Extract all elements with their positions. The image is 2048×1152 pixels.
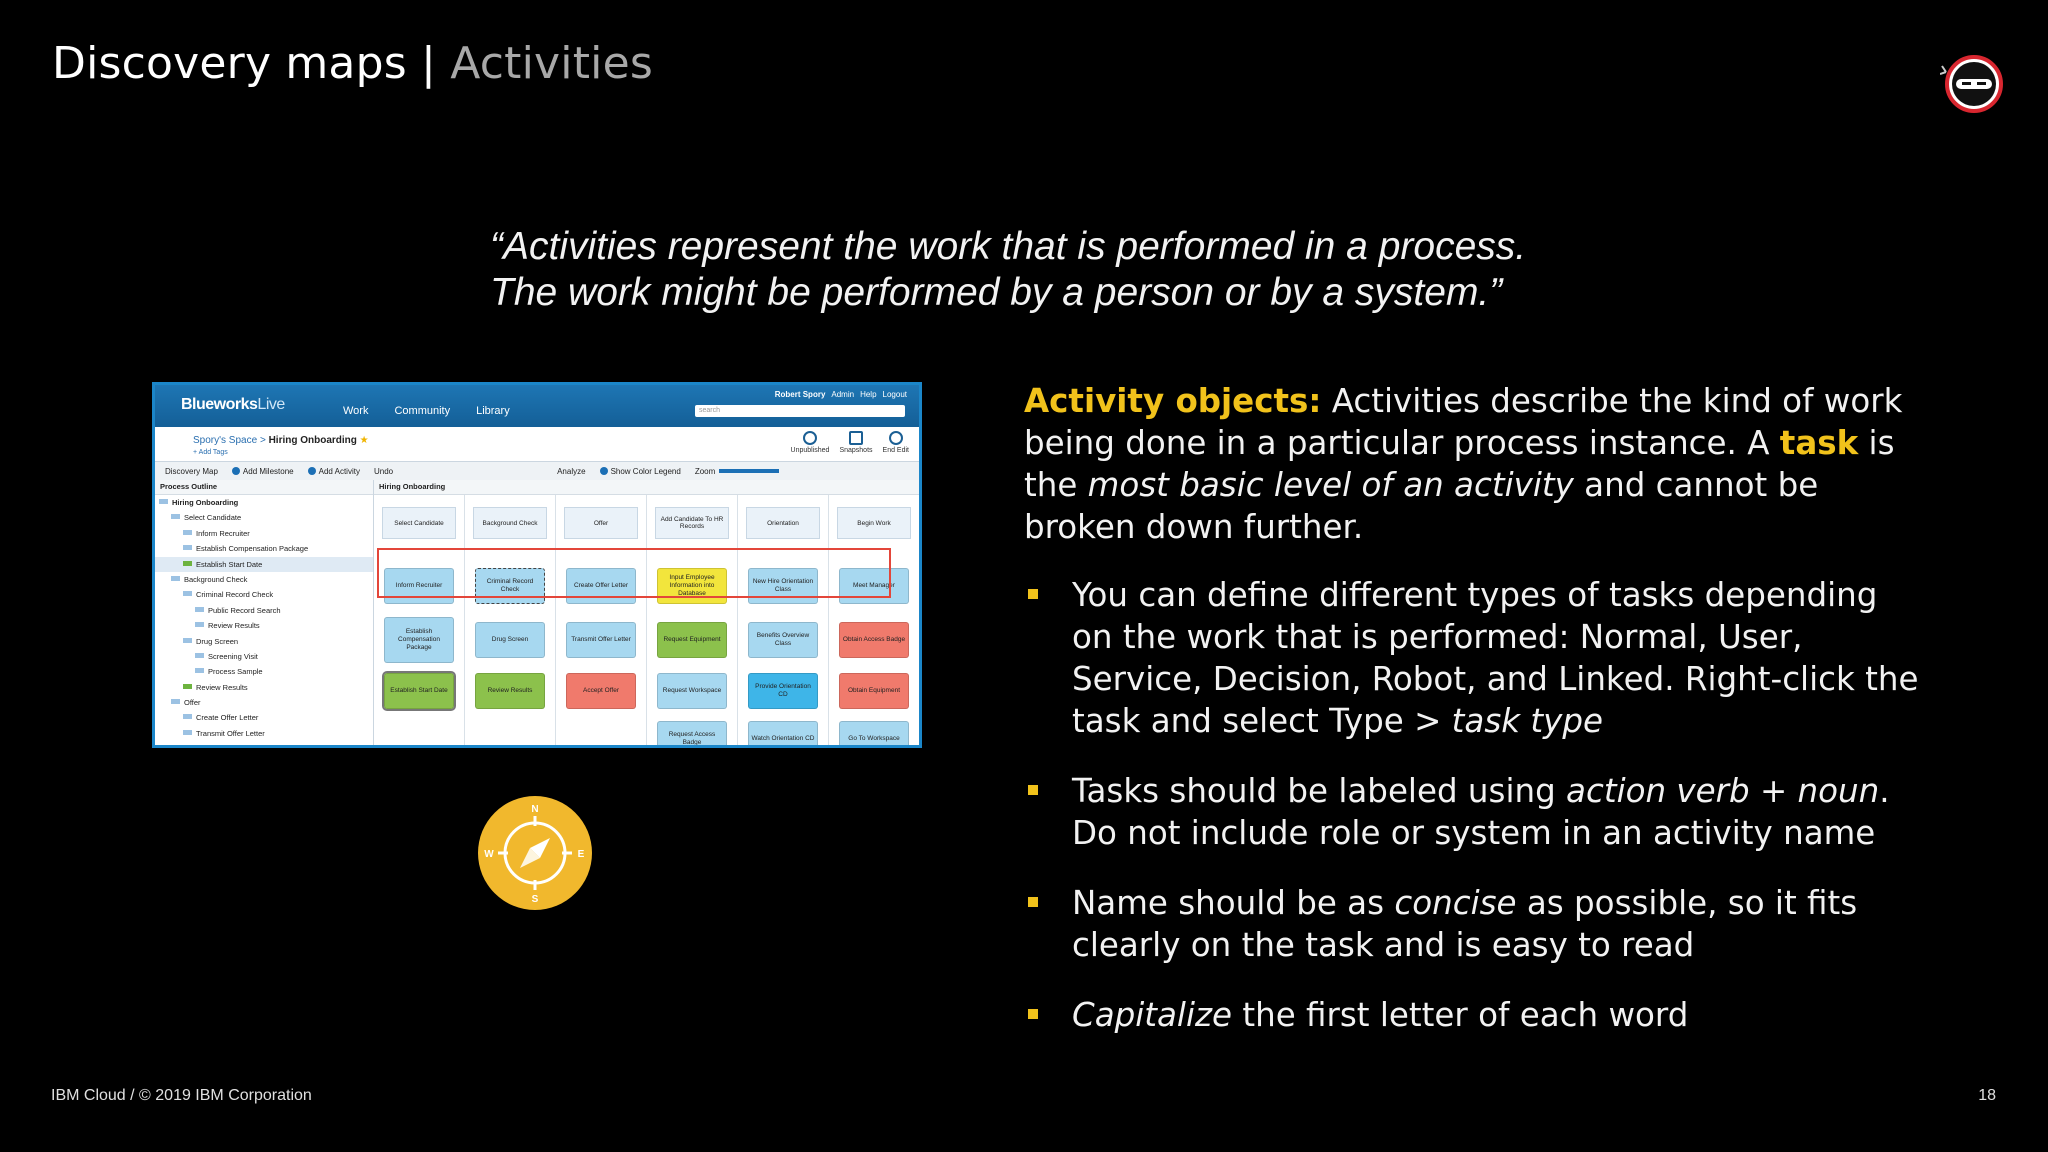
discovery-map-canvas: Hiring Onboarding Select Candidate Inform Recruiter Establish Compensation Package Establish Start Date Background Check Criminal Record Check Drug Screen Review Results Offer Create Offer Letter Transmit Offer Letter Accept Offer Add Candidate To HR Records Input Employee Information into Database Request Equipment Request Workspace Request Access Badge Orientation New Hire Orientation Class Benefits Overview Class Provide Orientation CD Watch Orientation CD Begin Work Meet Manager Obtain Access Badge Obtain Equipment Go To Workspace	[374, 480, 919, 745]
blueworks-search: search	[695, 405, 905, 417]
blueworks-logo: BlueworksLive	[181, 396, 285, 413]
bullet-square-icon	[1028, 897, 1038, 907]
ninja-logo-icon	[1940, 52, 2004, 116]
page-number: 18	[1978, 1087, 1996, 1104]
milestone-lane: Select Candidate Inform Recruiter Establish Compensation Package Establish Start Date	[374, 495, 465, 745]
nav-community: Community	[394, 405, 451, 417]
bullet-item: Capitalize the first letter of each word	[1024, 994, 1924, 1036]
body-text	[1024, 380, 1924, 1064]
blueworks-toolbar: Discovery Map Add Milestone Add Activity Undo Analyze Show Color Legend Zoom	[155, 462, 919, 481]
bullet-square-icon	[1028, 589, 1038, 599]
process-outline: Process Outline Hiring Onboarding Select Candidate Inform Recruiter Establish Compensation Package Establish Start Date Background Check Criminal Record Check Public Record Search Review Results Drug Screen Screening Visit Process Sample Review Results Offer Create Offer Letter Transmit Offer Letter	[155, 480, 374, 745]
title-sub: Activities	[450, 38, 653, 89]
quote-line-2: The work might be performed by a person or by a system.”	[490, 271, 1503, 314]
milestone-lane: Add Candidate To HR Records Input Employee Information into Database Request Equipment Request Workspace Request Access Badge	[647, 495, 738, 745]
bullet-item: You can define different types of tasks depending on the work that is performed: Normal, User, Service, Decision, Robot, and Linked. Right-click the task and select Type > task type	[1024, 574, 1924, 742]
nav-work: Work	[343, 405, 369, 417]
slide-title	[52, 38, 653, 89]
lead-paragraph: Activity objects: Activities describe the kind of work being done in a particular process instance. A task is the most basic level of an activity and cannot be broken down further.	[1024, 382, 1903, 546]
blueworks-nav	[343, 405, 510, 417]
title-main: Discovery maps	[52, 38, 407, 89]
quote-line-1: “Activities represent the work that is performed in a process.	[490, 225, 1527, 268]
compass-icon	[478, 796, 592, 910]
compass-s: S	[531, 894, 539, 905]
blueworks-header	[155, 385, 919, 427]
blueworks-breadcrumb: Spory's Space > Hiring Onboarding ★ + Add Tags Unpublished Snapshots End Edit	[155, 427, 919, 462]
task-row-highlight	[377, 548, 891, 598]
title-separator: |	[406, 38, 451, 89]
bullet-item: Tasks should be labeled using action verb + noun. Do not include role or system in an activity name	[1024, 770, 1924, 854]
compass-n: N	[531, 804, 539, 815]
definition-quote	[490, 224, 1526, 316]
compass-w: W	[484, 849, 494, 860]
milestone-lane: Orientation New Hire Orientation Class Benefits Overview Class Provide Orientation CD Watch Orientation CD	[738, 495, 829, 745]
footer-copyright: IBM Cloud / © 2019 IBM Corporation	[51, 1087, 312, 1104]
nav-library: Library	[476, 405, 510, 417]
user-links: Robert Spory Admin Help Logout	[774, 390, 907, 399]
compass-e: E	[577, 849, 585, 860]
bullet-list	[1024, 574, 1924, 1036]
bullet-square-icon	[1028, 785, 1038, 795]
milestone-lane: Background Check Criminal Record Check Drug Screen Review Results	[465, 495, 556, 745]
blueworks-tools: Unpublished Snapshots End Edit	[791, 431, 909, 454]
milestone-lane: Offer Create Offer Letter Transmit Offer Letter Accept Offer	[556, 495, 647, 745]
bullet-square-icon	[1028, 1009, 1038, 1019]
milestone-lane: Begin Work Meet Manager Obtain Access Badge Obtain Equipment Go To Workspace	[829, 495, 919, 745]
bullet-item: Name should be as concise as possible, so it fits clearly on the task and is easy to read	[1024, 882, 1924, 966]
blueworks-screenshot	[152, 382, 922, 748]
